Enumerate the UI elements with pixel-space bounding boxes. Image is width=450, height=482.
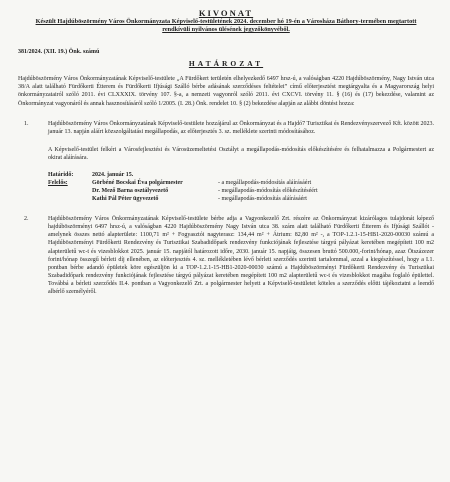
- resolution-item-1: [18, 120, 434, 203]
- responsible-label: Felelős:: [48, 180, 68, 187]
- responsible-note: - megállapodás-módosítás előkészítéséért: [218, 188, 318, 195]
- resolution-heading: HATÁROZAT: [188, 59, 264, 68]
- item-text: Hajdúböszörmény Város Önkormányzatának Képviselő-testülete hozzájárul az Önkormányzat és a Hajdó7 Turisztikai és Rendezvényszervező Kft. között 2023. január 13. napján aláírt közszolgáltatási megállapodás, az előterjesztés 3. sz. melléklete szerinti módosításához.: [48, 120, 434, 135]
- item-number: 1.: [24, 120, 29, 127]
- resolution-intro: Hajdúböszörmény Város Önkormányzatának Képviselő-testülete „A Fürdőkert területén elhelyezkedő 6497 hrsz-ú, a valóságban 4220 Hajdúböszörmény, Nagy István utca 38/A alatt található Fürdőkerti Étterem és Fürdőkerti Ifjúsági Szálló bérbe adásának szerződéses feltételei” című előterjesztést megtárgyalta és a Magyarország helyi önkormányzatairól szóló 2011. évi CLXXXIX. törvény 107. §-a, a nemzeti vagyonról szóló 2011. évi CXCVI. törvény 11. § (16) és (17) bekezdése, valamint az Önkormányzat vagyonáról és annak hasznosításáról szóló 1/2005. (I. 28.) Önk. rendelet 10. § (2) bekezdése alapján az alábbi döntést hozza:: [18, 76, 434, 107]
- responsible-row: [48, 187, 434, 195]
- responsible-name: Dr. Mező Barna osztályvezető: [92, 188, 169, 195]
- resolution-item-2: [18, 215, 434, 296]
- deadline-value: 2024. január 15.: [92, 172, 134, 179]
- item-paragraph: A Képviselő-testület felkéri a Városfejlesztési és Városüzemeltetési Osztályt a megállapodás-módosítás előkészítésére és felhatalmazza a Polgármestert az okirat aláírására.: [48, 147, 434, 162]
- item-text: Hajdúböszörmény Város Önkormányzatának Képviselő-testülete bérbe adja a Vagyonkezelő Zrt. részére az Önkormányzat kizárólagos tulajdonát képező hajdúböszörményi 6497 hrsz-ú, a valóságban 4220 Hajdúböszörmény Nagy István utca 38. szám alatt található Fürdőkerti Étterem és Ifjúsági Szállót - amelynek összes nettó alapterülete: 1100,71 m² + Fogyasztói nagyterasz: 134,44 m² + Átrium: 82,80 m² -, a TOP-1.2.1-15-HB1-2020-00030 számú a Hajdúböszörményi Fürdőkerti Rendezvény és Turisztikai Szabadidőpark rendezvény funkciójának fejlesztése tárgyú pályázat keretében megépített 100 m2 alapterületű wc-t és vizesblokkot 2025. január 15. napjától határozott időre, 2030. január 15. napjáig, összesen bruttó 500.000,-forint/hónap, azaz Ötszázezer forint/hónap összegű bérleti díj ellenében, az előterjesztés 4. sz. mellékletében lévő bérleti szerződés szerinti tartalommal, azzal a kiegészítéssel, hogy a I.1. pontban bérbe adandó épületek köre egészüljön ki a TOP-1.2.1-15-HB1-2020-00030 számú a Hajdúböszörményi Fürdőkerti Rendezvény és Turisztikai Szabadidőpark rendezvény funkciójának fejlesztése tárgyú pályázat keretében megépített 100 m2 alapterületű wc-t és vizesblokkot magába foglaló épülettel. Továbbá a bérleti szerződés II.4. pontban a Vagyonkezelő Zrt. a polgármester helyett a Képviselő-testületet köteles a szerződés előtti tájékoztatni a leendő albérlő személyéről.: [48, 216, 434, 296]
- document-subtitle: Készült Hajdúböszörmény Város Önkormányzata Képviselő-testületének 2024. december hó 19-én a Városháza Báthory-termében megtartott rendkívüli nyilvános ülésének jegyzőkönyvéből.: [35, 18, 417, 33]
- responsible-name: Kathi Pál Péter ügyvezető: [92, 196, 159, 203]
- responsible-note: - megállapodás-módosítás aláírásáért: [218, 196, 307, 203]
- responsible-note: - a megállapodás-módosítás aláírásáért: [218, 180, 312, 187]
- item-body: [48, 120, 434, 203]
- item-body: [48, 215, 434, 296]
- item-meta: [48, 171, 434, 203]
- item-number: 2.: [24, 216, 29, 223]
- deadline-label: Határidő:: [48, 172, 74, 179]
- deadline-row: [48, 171, 434, 179]
- resolution-reference: 381/2024. (XII. 19.) Önk. számú: [18, 49, 100, 55]
- document-title: KIVONAT: [198, 8, 254, 18]
- responsible-row: [48, 179, 434, 187]
- responsible-row: [48, 195, 434, 203]
- responsible-name: Görbéné Bocskai Éva polgármester: [92, 180, 183, 187]
